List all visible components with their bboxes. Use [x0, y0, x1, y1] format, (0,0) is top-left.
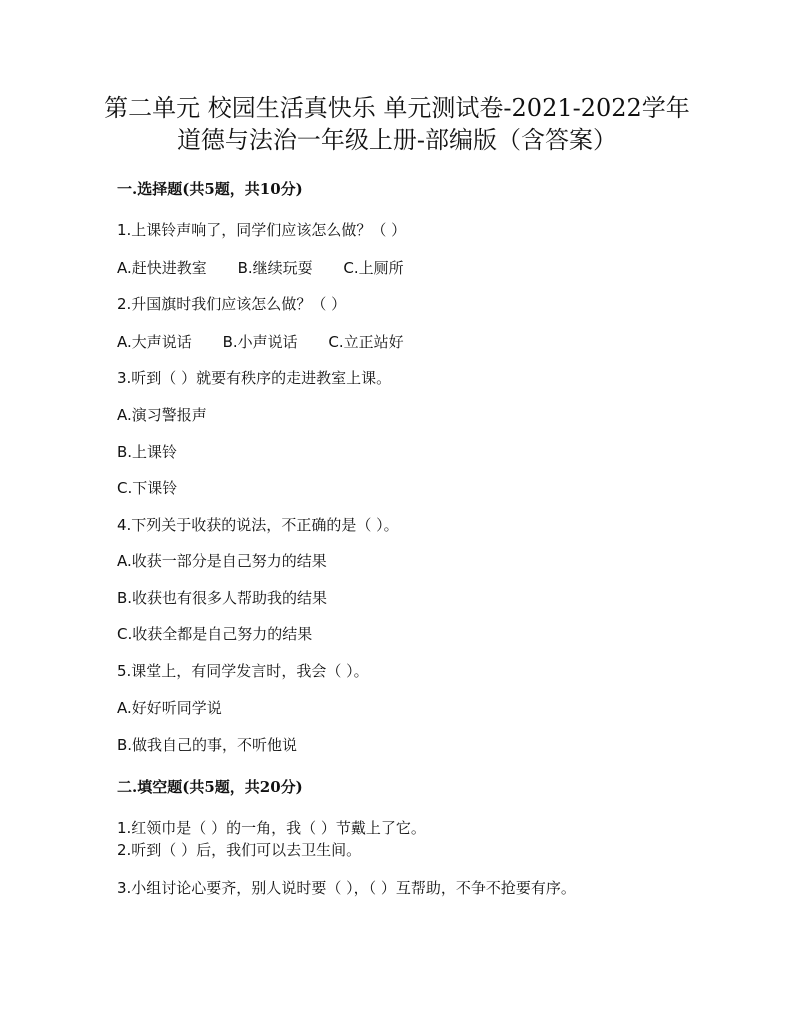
- question-4-option-b: B.收获也有很多人帮助我的结果: [117, 589, 328, 607]
- question-2-option-a: A.大声说话: [117, 333, 192, 351]
- document-title-line-1: 第二单元 校园生活真快乐 单元测试卷-2021-2022学年: [104, 94, 690, 122]
- fill-question-1: 1.红领巾是（ ）的一角，我（ ）节戴上了它。: [117, 819, 426, 837]
- question-3-stem: 3.听到（ ）就要有秩序的走进教室上课。: [117, 369, 392, 387]
- question-2-option-c: C.立正站好: [328, 333, 404, 351]
- question-5-option-a: A.好好听同学说: [117, 699, 222, 717]
- document-title-line-2: 道德与法治一年级上册-部编版（含答案）: [176, 126, 618, 154]
- question-1-option-b: B.继续玩耍: [237, 259, 313, 277]
- question-2-options: [117, 331, 404, 352]
- question-1-option-a: A.赶快进教室: [117, 259, 207, 277]
- question-3-option-a: A.演习警报声: [117, 406, 207, 424]
- question-1-option-c: C.上厕所: [343, 259, 404, 277]
- question-3-option-c: C.下课铃: [117, 479, 178, 497]
- fill-question-2: 2.听到（ ）后，我们可以去卫生间。: [117, 841, 362, 859]
- section-heading-choice: 一.选择题(共5题，共10分): [117, 180, 303, 198]
- question-4-option-c: C.收获全都是自己努力的结果: [117, 625, 313, 643]
- question-2-stem: 2.升国旗时我们应该怎么做？（ ）: [117, 295, 347, 313]
- question-1-stem: 1.上课铃声响了，同学们应该怎么做？（ ）: [117, 221, 407, 239]
- question-3-option-b: B.上课铃: [117, 443, 178, 461]
- question-4-option-a: A.收获一部分是自己努力的结果: [117, 552, 327, 570]
- section-heading-fill-in: 二.填空题(共5题，共20分): [117, 778, 303, 796]
- fill-question-3: 3.小组讨论心要齐，别人说时要（ ），（ ）互帮助，不争不抢要有序。: [117, 879, 576, 897]
- question-5-option-b: B.做我自己的事，不听他说: [117, 736, 298, 754]
- question-1-options: [117, 257, 404, 278]
- question-4-stem: 4.下列关于收获的说法，不正确的是（ ）。: [117, 516, 399, 534]
- question-2-option-b: B.小声说话: [222, 333, 298, 351]
- question-5-stem: 5.课堂上，有同学发言时，我会（ ）。: [117, 662, 369, 680]
